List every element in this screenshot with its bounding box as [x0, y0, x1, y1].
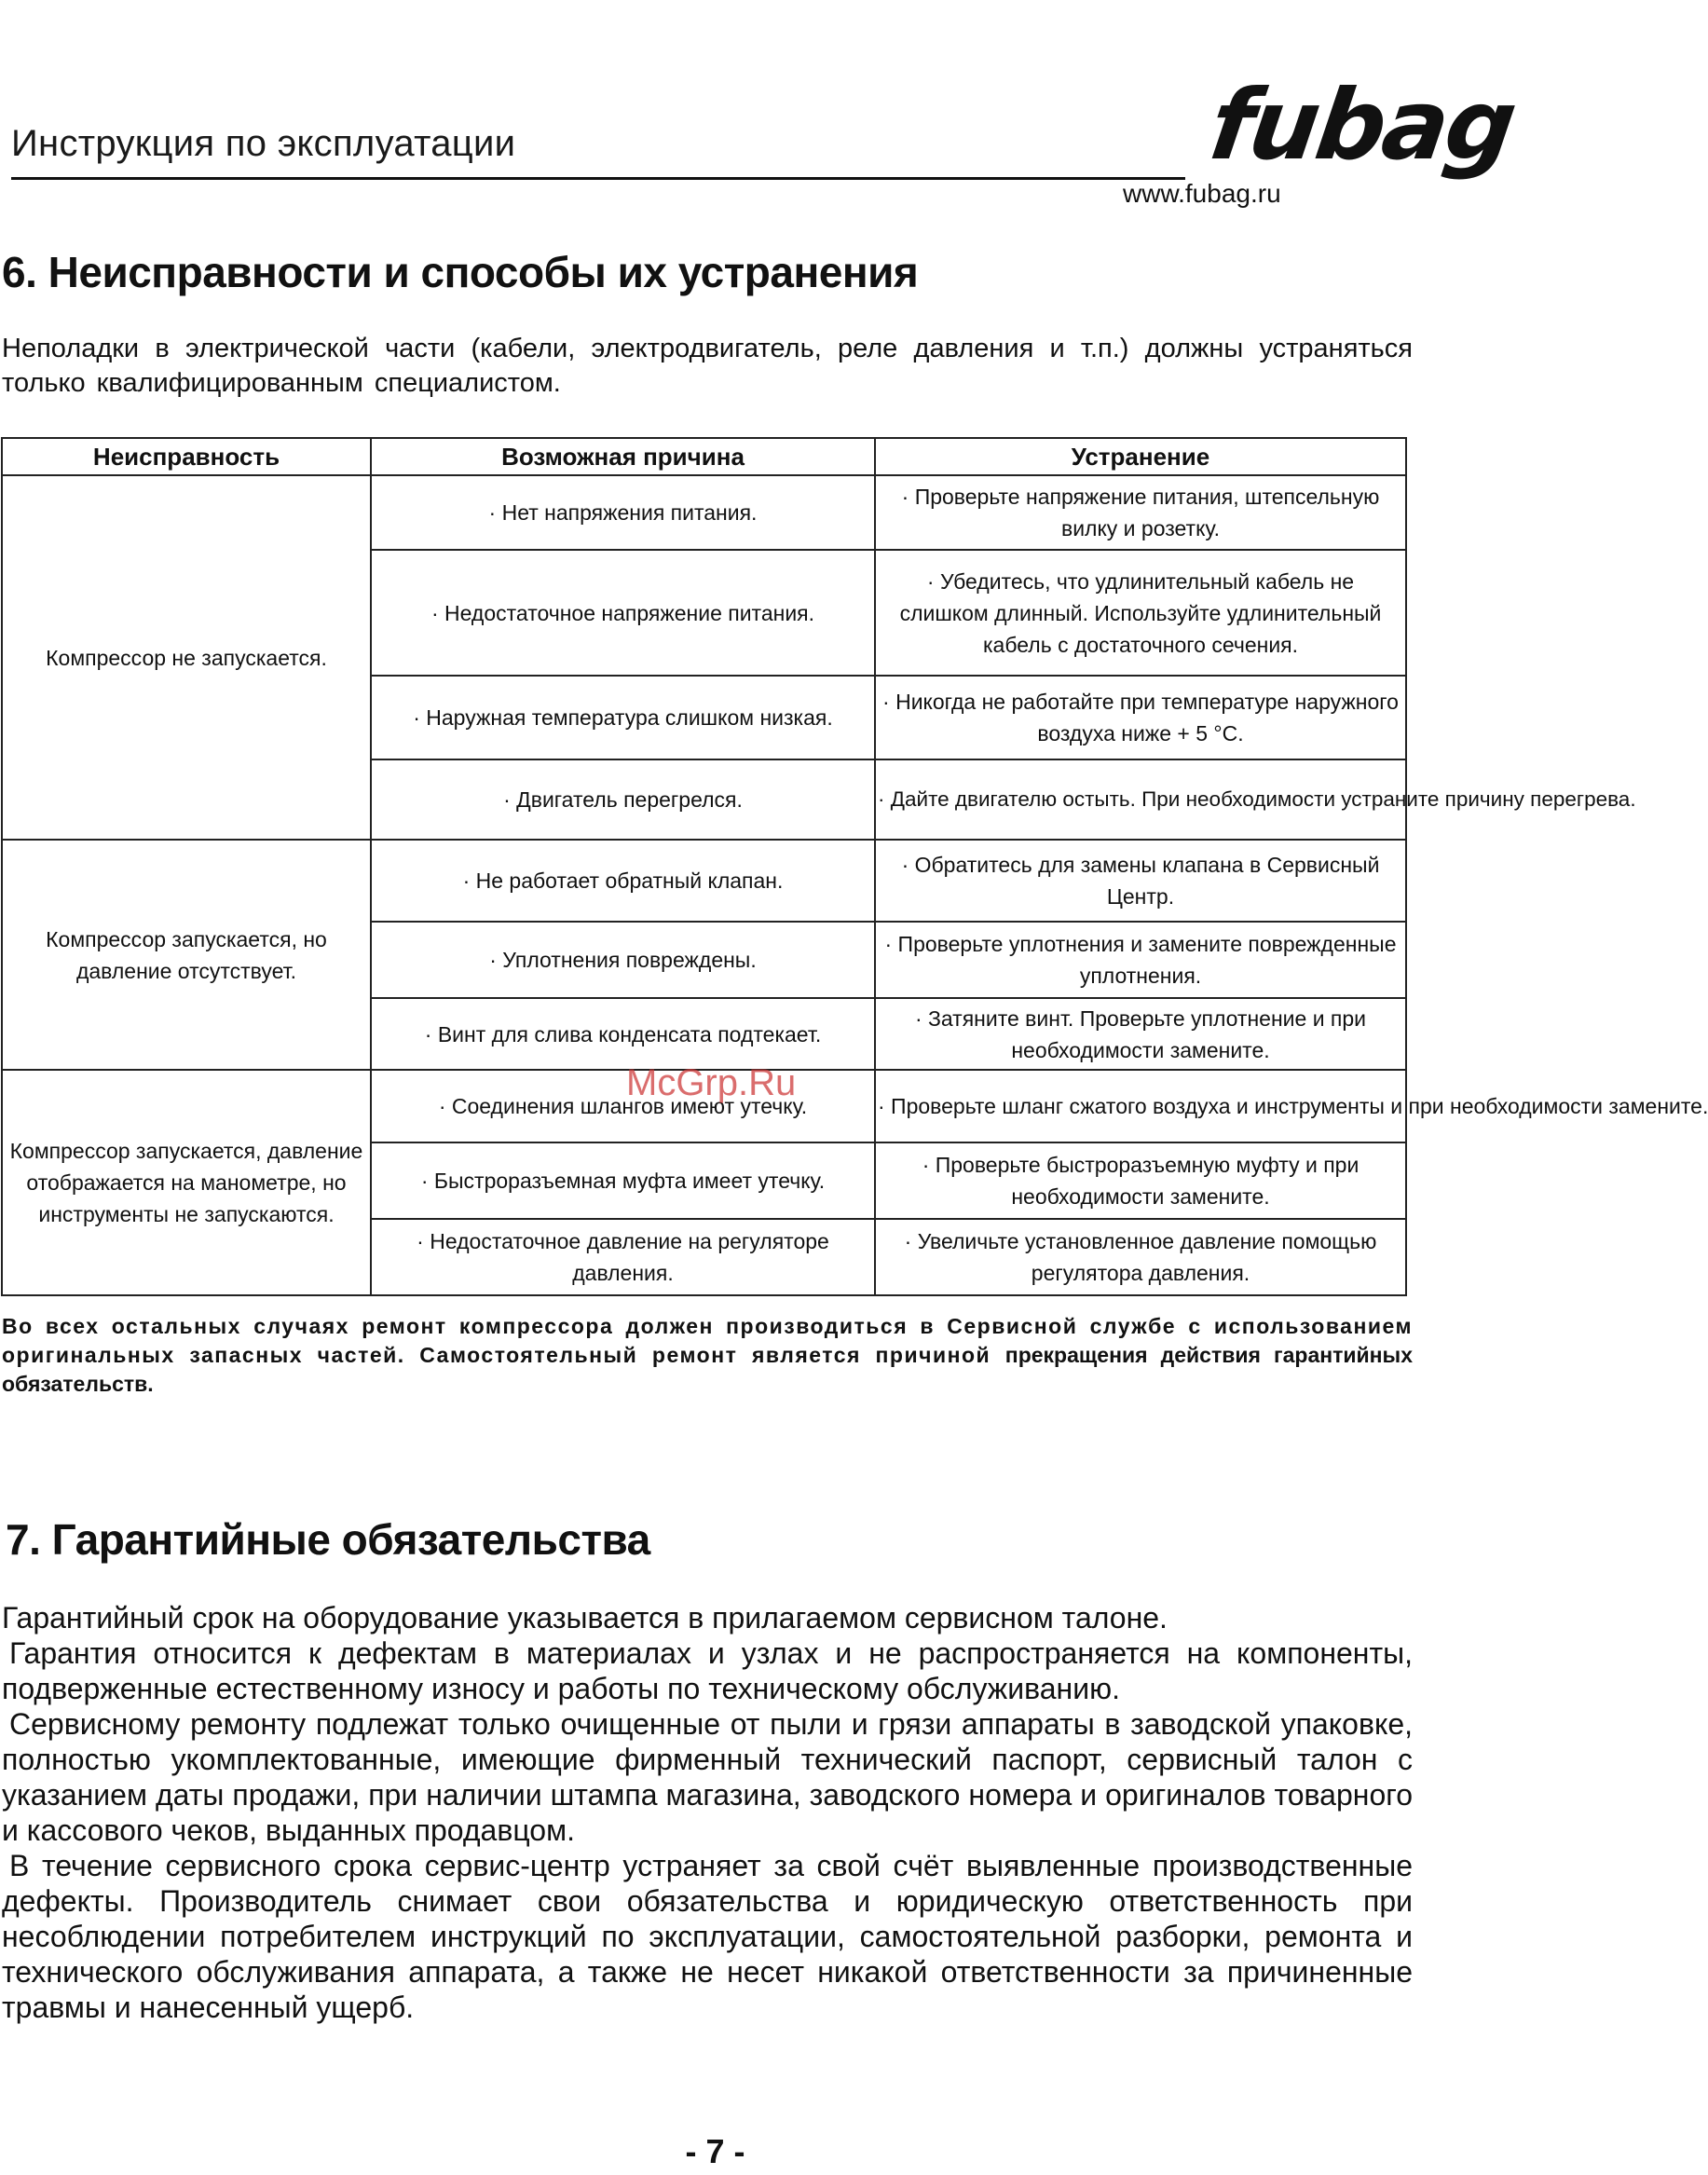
fubag-logo: fubag	[1203, 68, 1521, 182]
fault-cell: Компрессор запускается, давление отображается на манометре, но инструменты не запускаются.	[2, 1070, 371, 1295]
column-header-cause: Возможная причина	[371, 438, 875, 475]
cause-cell: · Уплотнения повреждены.	[371, 922, 875, 998]
header-divider	[11, 177, 1185, 180]
fix-cell: · Увеличьте установленное давление помощью регулятора давления.	[875, 1219, 1406, 1295]
column-header-fault: Неисправность	[2, 438, 371, 475]
cause-cell: · Наружная температура слишком низкая.	[371, 676, 875, 759]
warranty-paragraph: В течение сервисного срока сервис-центр устраняет за свой счёт выявленные производственные дефекты. Производитель снимает свои обязательства и юридическую ответственность при несоблюдении потребителем инструкций по эксплуатации, самостоятельной разборки, ремонта и технического обслуживания аппарата, а также не несет никакой ответственности за причиненные травмы и нанесенный ущерб.	[2, 1849, 1413, 2024]
table-header-row	[2, 438, 1406, 475]
document-header-title: Инструкция по эксплуатации	[11, 123, 516, 164]
cause-cell: · Не работает обратный клапан.	[371, 840, 875, 922]
section-7-heading: 7. Гарантийные обязательства	[6, 1515, 650, 1564]
warranty-paragraph: Гарантийный срок на оборудование указывается в прилагаемом сервисном талоне.	[2, 1601, 1168, 1635]
fix-cell: · Проверьте уплотнения и замените поврежденные уплотнения.	[875, 922, 1406, 998]
section-6-heading: 6. Неисправности и способы их устранения	[2, 248, 919, 296]
warranty-paragraph: Сервисному ремонту подлежат только очищенные от пыли и грязи аппараты в заводской упаковке, полностью укомплектованные, имеющие фирменный технический паспорт, сервисный талон с указанием даты продажи, при наличии штампа магазина, заводского номера и оригиналов товарного и кассового чеков, выданных продавцом.	[2, 1707, 1413, 1847]
repair-warning	[2, 1312, 1413, 1399]
troubleshooting-table	[1, 437, 1708, 1296]
cause-cell: · Недостаточное напряжение питания.	[371, 550, 875, 676]
fault-cell: Компрессор не запускается.	[2, 475, 371, 840]
cause-cell: · Винт для слива конденсата подтекает.	[371, 998, 875, 1070]
section-6-intro: Неполадки в электрической части (кабели, электродвигатель, реле давления и т.п.) должны устраняться только квалифицированным специалистом.	[2, 334, 1413, 398]
fix-cell: · Обратитесь для замены клапана в Сервисный Центр.	[875, 840, 1406, 922]
repair-warning-main: Во всех остальных случаях ремонт компрессора должен производиться в Сервисной службе с использованием оригинальных запасных частей. Самостоятельный ремонт является причиной	[2, 1314, 1413, 1367]
column-header-fix: Устранение	[875, 438, 1406, 475]
fix-cell: · Проверьте быстроразъемную муфту и при необходимости замените.	[875, 1142, 1406, 1219]
table-row	[2, 475, 1406, 550]
fix-cell: · Никогда не работайте при температуре наружного воздуха ниже + 5 °С.	[875, 676, 1406, 759]
warranty-text	[2, 1600, 1413, 2025]
table-row	[2, 840, 1406, 922]
cause-cell: · Нет напряжения питания.	[371, 475, 875, 550]
warranty-paragraph: Гарантия относится к дефектам в материалах и узлах и не распространяется на компоненты, подверженные естественному износу и работы по техническому обслуживанию.	[2, 1636, 1413, 1705]
cause-cell: · Недостаточное давление на регуляторе давления.	[371, 1219, 875, 1295]
fix-cell: · Проверьте напряжение питания, штепсельную вилку и розетку.	[875, 475, 1406, 550]
fix-cell: · Дайте двигателю остыть. При необходимости устраните причину перегрева.	[875, 759, 1406, 840]
repair-warning-last-line: прекращения действия гарантийных обязательств.	[2, 1343, 1413, 1396]
fault-cell: Компрессор запускается, но давление отсутствует.	[2, 840, 371, 1070]
fix-cell: · Убедитесь, что удлинительный кабель не слишком длинный. Используйте удлинительный кабель с достаточного сечения.	[875, 550, 1406, 676]
website-url: www.fubag.ru	[1123, 179, 1281, 208]
watermark-text: McGrp.Ru	[626, 1062, 797, 1103]
page-number: - 7 -	[685, 2132, 745, 2170]
cause-cell: · Быстроразъемная муфта имеет утечку.	[371, 1142, 875, 1219]
cause-cell: · Двигатель перегрелся.	[371, 759, 875, 840]
fix-cell: · Затяните винт. Проверьте уплотнение и при необходимости замените.	[875, 998, 1406, 1070]
fix-cell: · Проверьте шланг сжатого воздуха и инструменты и при необходимости замените.	[875, 1070, 1406, 1142]
cause-cell: · Соединения шлангов имеют утечку.	[371, 1070, 875, 1142]
